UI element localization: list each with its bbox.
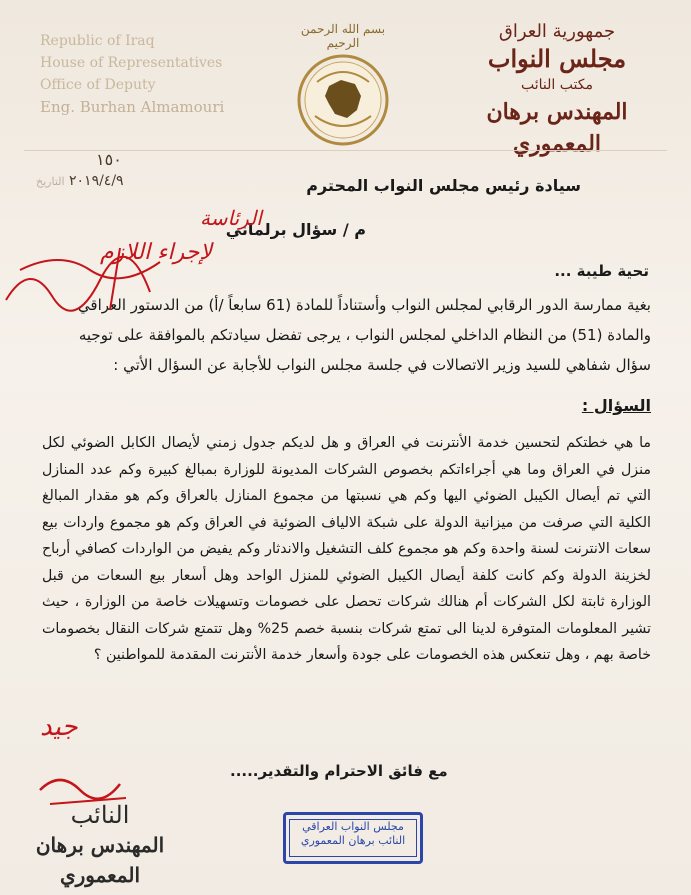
intro-line: والمادة (51) من النظام الداخلي لمجلس النواب ، يرجى تفضل سيادتكم بالموافقة على توجيه (78, 326, 651, 344)
handwritten-note-action: لإجراء اللازم (100, 240, 212, 265)
stamp-line: النائب برهان المعموري (300, 834, 406, 847)
handwritten-note-presidency: الرئاسة (200, 206, 262, 230)
question-heading: السؤال : (581, 396, 651, 415)
signature-name: المهندس برهان المعموري (35, 833, 165, 887)
stamp-line: مجلس النواب العراقي (302, 820, 404, 833)
english-letterhead (40, 30, 240, 118)
handwritten-mark: جيد (40, 712, 78, 742)
letterhead-en-line: Eng. Burhan Almamouri (40, 98, 225, 116)
reference-date: ٢٠١٩/٤/٩ (69, 173, 124, 189)
signature-title: النائب (70, 801, 130, 829)
question-body: ما هي خطتكم لتحسين خدمة الأنترنت في العراق و هل لديكم جدول زمني لأيصال الكابل الضوئي لكل منزل في العراق وما هي أجراءاتكم بخصوص الشركات المديونة للوزارة بمبالغ كبيرة وكم عدد المنازل التي تم أيصال الكيبل الضوئي اليها وكم هي نسبتها من مجموع المنازل بالعراق وكم هو مقدار المبالغ الكلية التي صرفت من ميزانية الدولة على شبكة الالياف الضوئية في العراق وكم هو مجموع واردات بيع سعات الانترنت لسنة واحدة وكم هو مجموع كلف التشغيل والاندثار وكم يفيض من الواردات كصافي أرباح لخزينة الدولة وكم كانت كلفة أيصال الكيبل الضوئي للمنزل الواحد وهل أسعار بيع السعات من قبل الوزارة ثابتة لكل الشركات أم هنالك شركات تحصل على خصومات وتسهيلات خاصة من الوزارة ، حيث تشير المعلومات المتوفرة لدينا الى تمتع شركات بنسبة خصم 25% وهل تتمتع شركات النقال بخصومات خاصة بهم ، وهل تنعكس هذه الخصومات على جودة وأسعار خدمة الأنترنت المقدمة للمواطنين ؟ (42, 435, 651, 663)
letterhead-republic: جمهورية العراق (498, 21, 616, 42)
basmala: بسم الله الرحمن الرحيم (300, 22, 386, 50)
letterhead-deputy-name: المهندس برهان المعموري (486, 99, 628, 157)
reference-date-label: التاريخ (36, 175, 65, 188)
closing-line: مع فائق الاحترام والتقدير..... (230, 762, 448, 780)
signature-block (20, 800, 180, 890)
letterhead-en-line: Republic of Iraq (40, 33, 155, 49)
letterhead-en-line: House of Representatives (40, 55, 223, 71)
greeting: تحية طيبة ... (554, 262, 649, 280)
reference-date-row (36, 173, 124, 189)
official-stamp (283, 812, 423, 864)
iraq-emblem (288, 22, 398, 148)
letterhead-en-line: Office of Deputy (40, 77, 156, 93)
handwritten-scribble-icon (0, 240, 180, 320)
emblem-seal-icon (295, 52, 391, 148)
arabic-letterhead (457, 20, 657, 160)
reference-number: ١٥٠ (96, 150, 122, 169)
addressee: سيادة رئيس مجلس النواب المحترم (306, 176, 581, 195)
reference-block (36, 150, 124, 189)
subject: م / سؤال برلماني (225, 220, 366, 239)
stamp-frame (289, 819, 417, 857)
intro-line: بغية ممارسة الدور الرقابي لمجلس النواب وأستناداً للمادة (61 سابعاً /أ) من الدستور العراقي (77, 296, 651, 314)
intro-line: سؤال شفاهي للسيد وزير الاتصالات في جلسة مجلس النواب للأجابة عن السؤال الأتي : (113, 356, 651, 374)
letterhead-office: مكتب النائب (521, 77, 593, 93)
letterhead-council: مجلس النواب (487, 44, 627, 73)
